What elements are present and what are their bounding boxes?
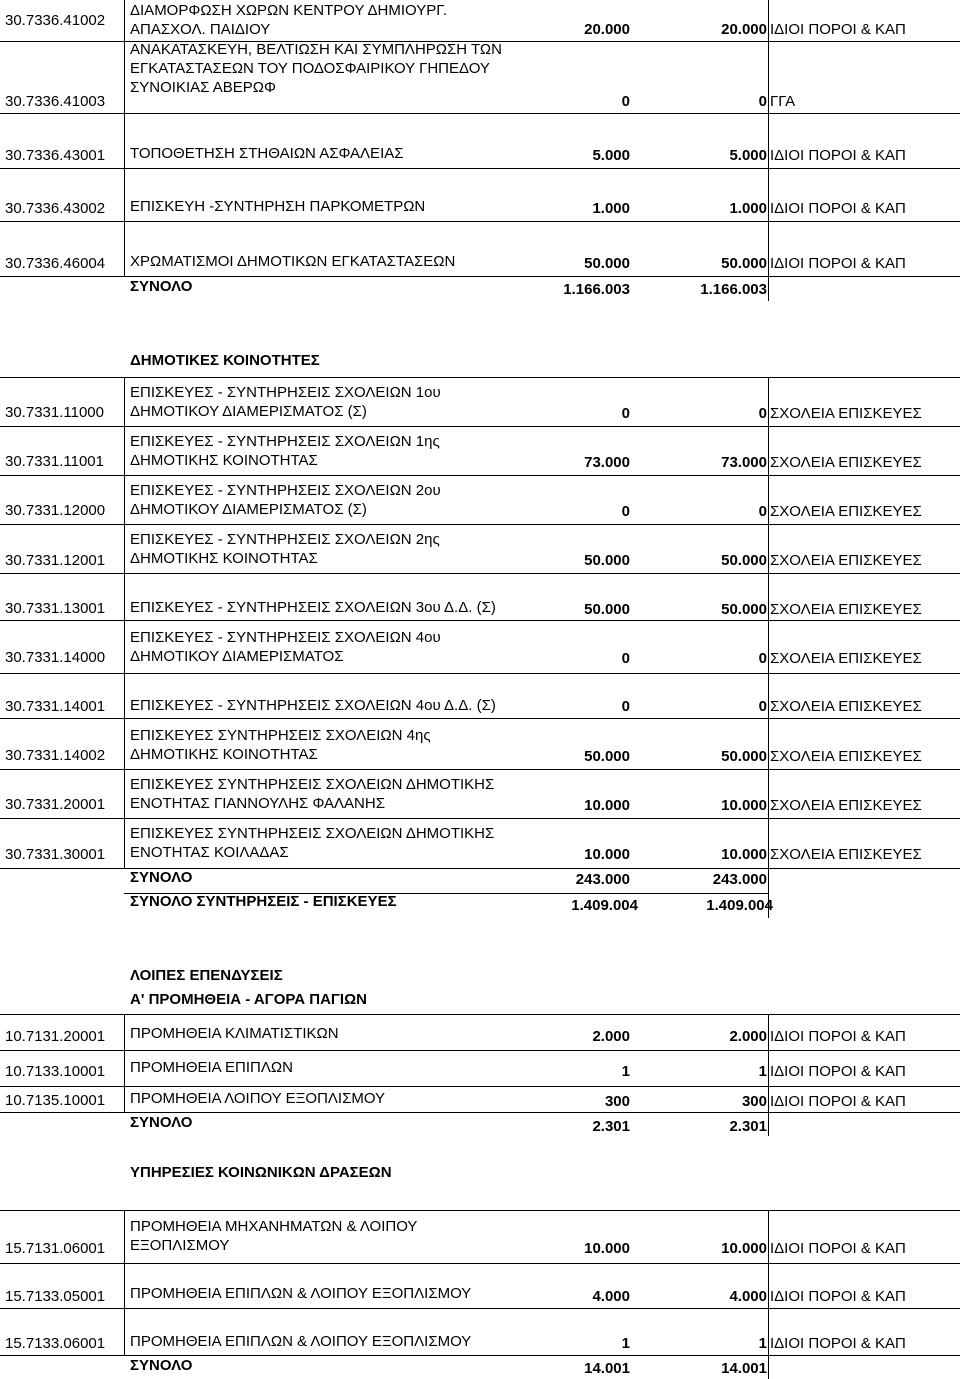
row-divider — [0, 168, 960, 169]
row-divider — [0, 1086, 960, 1087]
row-divider — [0, 1210, 960, 1211]
row-code: 30.7331.12001 — [5, 552, 106, 569]
funding-source: ΣΧΟΛΕΙΑ ΕΠΙΣΚΕΥΕΣ — [770, 846, 922, 863]
row-description: ΠΡΟΜΗΘΕΙΑ ΛΟΙΠΟΥ ΕΞΟΠΛΙΣΜΟΥ — [130, 1090, 386, 1107]
amount-1: 20.000 — [584, 21, 630, 38]
funding-source: ΣΧΟΛΕΙΑ ΕΠΙΣΚΕΥΕΣ — [770, 797, 922, 814]
funding-source: ΙΔΙΟΙ ΠΟΡΟΙ & ΚΑΠ — [770, 1063, 906, 1080]
row-description: ΠΡΟΜΗΘΕΙΑ ΕΠΙΠΛΩΝ — [130, 1059, 293, 1076]
row-divider — [0, 475, 960, 476]
row-description: ΑΝΑΚΑΤΑΣΚΕΥΗ, ΒΕΛΤΙΩΣΗ ΚΑΙ ΣΥΜΠΛΗΡΩΣΗ ΤΩΝ — [130, 41, 502, 58]
amount-2: 0 — [758, 93, 767, 110]
column-divider — [768, 113, 769, 168]
column-divider — [124, 41, 125, 113]
row-description: ΤΟΠΟΘΕΤΗΣΗ ΣΤΗΘΑΙΩΝ ΑΣΦΑΛΕΙΑΣ — [130, 145, 404, 162]
column-divider — [768, 1112, 769, 1136]
total-amount-2: 2.301 — [729, 1118, 767, 1135]
total-amount-1: 2.301 — [592, 1118, 630, 1135]
amount-2: 0 — [758, 503, 767, 520]
row-code: 30.7331.30001 — [5, 846, 106, 863]
total-amount-2: 1.166.003 — [700, 281, 767, 298]
row-description: ΕΝΟΤΗΤΑΣ ΚΟΙΛΑΔΑΣ — [130, 844, 289, 861]
row-description: ΠΡΟΜΗΘΕΙΑ ΕΠΙΠΛΩΝ & ΛΟΙΠΟΥ ΕΞΟΠΛΙΣΜΟΥ — [130, 1333, 472, 1350]
row-description: ΔΗΜΟΤΙΚΟΥ ΔΙΑΜΕΡΙΣΜΑΤΟΣ (Σ) — [130, 403, 367, 420]
row-description: ΔΗΜΟΤΙΚΟΥ ΔΙΑΜΕΡΙΣΜΑΤΟΣ — [130, 648, 344, 665]
funding-source: ΙΔΙΟΙ ΠΟΡΟΙ & ΚΑΠ — [770, 255, 906, 272]
row-divider — [0, 620, 960, 621]
row-divider — [0, 524, 960, 525]
row-code: 30.7336.43002 — [5, 200, 106, 217]
funding-source: ΣΧΟΛΕΙΑ ΕΠΙΣΚΕΥΕΣ — [770, 552, 922, 569]
column-divider — [768, 524, 769, 573]
row-divider — [0, 1263, 960, 1264]
column-divider — [124, 620, 125, 673]
row-code: 30.7336.46004 — [5, 255, 106, 272]
column-divider — [768, 620, 769, 673]
row-divider — [0, 426, 960, 427]
column-divider — [124, 168, 125, 221]
amount-2: 1.000 — [729, 200, 767, 217]
amount-2: 1 — [758, 1063, 767, 1080]
amount-1: 5.000 — [592, 147, 630, 164]
row-divider — [0, 718, 960, 719]
funding-source: ΓΓΑ — [770, 93, 796, 110]
row-code: 15.7131.06001 — [5, 1240, 106, 1257]
row-description: ΧΡΩΜΑΤΙΣΜΟΙ ΔΗΜΟΤΙΚΩΝ ΕΓΚΑΤΑΣΤΑΣΕΩΝ — [130, 253, 456, 270]
row-description: ΔΗΜΟΤΙΚΟΥ ΔΙΑΜΕΡΙΣΜΑΤΟΣ (Σ) — [130, 501, 367, 518]
row-description: ΔΗΜΟΤΙΚΗΣ ΚΟΙΝΟΤΗΤΑΣ — [130, 746, 318, 763]
row-description: ΕΠΙΣΚΕΥΕΣ ΣΥΝΤΗΡΗΣΕΙΣ ΣΧΟΛΕΙΩΝ ΔΗΜΟΤΙΚΗΣ — [130, 776, 495, 793]
column-divider — [768, 1014, 769, 1050]
total-label: ΣΥΝΟΛΟ — [130, 1357, 193, 1374]
column-divider — [124, 524, 125, 573]
column-divider — [124, 718, 125, 769]
amount-1: 50.000 — [584, 748, 630, 765]
row-divider — [0, 1050, 960, 1051]
amount-2: 0 — [758, 650, 767, 667]
row-code: 30.7331.14000 — [5, 649, 106, 666]
row-description: ΕΞΟΠΛΙΣΜΟΥ — [130, 1237, 230, 1254]
funding-source: ΙΔΙΟΙ ΠΟΡΟΙ & ΚΑΠ — [770, 1288, 906, 1305]
amount-1: 0 — [621, 503, 630, 520]
column-divider — [124, 475, 125, 524]
row-description: ΠΡΟΜΗΘΕΙΑ ΕΠΙΠΛΩΝ & ΛΟΙΠΟΥ ΕΞΟΠΛΙΣΜΟΥ — [130, 1285, 472, 1302]
column-divider — [768, 168, 769, 221]
total-label: ΣΥΝΟΛΟ — [130, 1114, 193, 1131]
amount-2: 10.000 — [721, 846, 767, 863]
row-description: ΠΡΟΜΗΘΕΙΑ ΜΗΧΑΝΗΜΑΤΩΝ & ΛΟΙΠΟΥ — [130, 1218, 418, 1235]
column-divider — [124, 673, 125, 718]
funding-source: ΣΧΟΛΕΙΑ ΕΠΙΣΚΕΥΕΣ — [770, 454, 922, 471]
column-divider — [124, 1308, 125, 1355]
column-divider — [768, 818, 769, 868]
grand-total-amount-1: 1.409.004 — [571, 897, 638, 914]
funding-source: ΙΔΙΟΙ ΠΟΡΟΙ & ΚΑΠ — [770, 1335, 906, 1352]
column-divider — [768, 573, 769, 620]
row-code: 30.7336.41003 — [5, 93, 106, 110]
column-divider — [768, 1086, 769, 1112]
amount-2: 50.000 — [721, 601, 767, 618]
column-divider — [768, 1355, 769, 1379]
row-code: 30.7336.41002 — [5, 12, 106, 29]
column-divider — [124, 1086, 125, 1112]
funding-source: ΣΧΟΛΕΙΑ ΕΠΙΣΚΕΥΕΣ — [770, 405, 922, 422]
row-divider — [0, 769, 960, 770]
amount-1: 4.000 — [592, 1288, 630, 1305]
row-description: ΣΥΝΟΙΚΙΑΣ ΑΒΕΡΩΦ — [130, 79, 276, 96]
total-amount-1: 243.000 — [575, 871, 630, 888]
row-code: 30.7331.11000 — [5, 404, 104, 421]
funding-source: ΙΔΙΟΙ ΠΟΡΟΙ & ΚΑΠ — [770, 1028, 906, 1045]
total-label: ΣΥΝΟΛΟ — [130, 869, 193, 886]
amount-1: 2.000 — [592, 1028, 630, 1045]
row-divider — [0, 221, 960, 222]
row-code: 10.7131.20001 — [5, 1028, 106, 1045]
row-divider — [0, 1355, 960, 1356]
column-divider — [124, 0, 125, 41]
row-description: ΕΠΙΣΚΕΥΗ -ΣΥΝΤΗΡΗΣΗ ΠΑΡΚΟΜΕΤΡΩΝ — [130, 198, 426, 215]
amount-1: 0 — [621, 698, 630, 715]
amount-1: 50.000 — [584, 552, 630, 569]
amount-2: 4.000 — [729, 1288, 767, 1305]
row-divider — [0, 1308, 960, 1309]
row-description: ΕΝΟΤΗΤΑΣ ΓΙΑΝΝΟΥΛΗΣ ΦΑΛΑΝΗΣ — [130, 795, 385, 812]
amount-1: 50.000 — [584, 601, 630, 618]
row-divider — [0, 113, 960, 114]
column-divider — [124, 426, 125, 475]
row-code: 30.7331.14001 — [5, 698, 106, 715]
row-description: ΕΠΙΣΚΕΥΕΣ - ΣΥΝΤΗΡΗΣΕΙΣ ΣΧΟΛΕΙΩΝ 1ης — [130, 433, 440, 450]
column-divider — [124, 818, 125, 868]
column-divider — [768, 1050, 769, 1086]
amount-1: 73.000 — [584, 454, 630, 471]
funding-source: ΣΧΟΛΕΙΑ ΕΠΙΣΚΕΥΕΣ — [770, 748, 922, 765]
total-amount-2: 243.000 — [712, 871, 767, 888]
grand-total-amount-2: 1.409.004 — [706, 897, 773, 914]
row-code: 30.7331.13001 — [5, 600, 106, 617]
row-code: 10.7133.10001 — [5, 1063, 106, 1080]
column-divider — [124, 1014, 125, 1050]
column-divider — [768, 221, 769, 276]
column-divider — [768, 377, 769, 426]
subsection-heading: Α' ΠΡΟΜΗΘΕΙΑ - ΑΓΟΡΑ ΠΑΓΙΩΝ — [130, 991, 367, 1008]
row-description: ΕΠΙΣΚΕΥΕΣ - ΣΥΝΤΗΡΗΣΕΙΣ ΣΧΟΛΕΙΩΝ 4ου Δ.Δ. (Σ) — [130, 697, 496, 714]
column-divider — [768, 769, 769, 818]
amount-2: 2.000 — [729, 1028, 767, 1045]
amount-1: 300 — [604, 1093, 630, 1110]
amount-2: 73.000 — [721, 454, 767, 471]
column-divider — [768, 1308, 769, 1355]
row-code: 30.7336.43001 — [5, 147, 106, 164]
total-amount-1: 1.166.003 — [563, 281, 630, 298]
row-description: ΔΗΜΟΤΙΚΗΣ ΚΟΙΝΟΤΗΤΑΣ — [130, 452, 318, 469]
amount-1: 10.000 — [584, 797, 630, 814]
row-description: ΕΠΙΣΚΕΥΕΣ ΣΥΝΤΗΡΗΣΕΙΣ ΣΧΟΛΕΙΩΝ 4ης — [130, 727, 431, 744]
row-description: ΕΠΙΣΚΕΥΕΣ - ΣΥΝΤΗΡΗΣΕΙΣ ΣΧΟΛΕΙΩΝ 3ου Δ.Δ. (Σ) — [130, 599, 496, 616]
funding-source: ΙΔΙΟΙ ΠΟΡΟΙ & ΚΑΠ — [770, 21, 906, 38]
column-divider — [768, 1263, 769, 1308]
row-description: ΕΠΙΣΚΕΥΕΣ - ΣΥΝΤΗΡΗΣΕΙΣ ΣΧΟΛΕΙΩΝ 1ου — [130, 384, 441, 401]
amount-2: 1 — [758, 1335, 767, 1352]
amount-1: 0 — [621, 650, 630, 667]
column-divider — [768, 673, 769, 718]
column-divider — [124, 769, 125, 818]
row-description: ΠΡΟΜΗΘΕΙΑ ΚΛΙΜΑΤΙΣΤΙΚΩΝ — [130, 1025, 339, 1042]
row-description: ΔΙΑΜΟΡΦΩΣΗ ΧΩΡΩΝ ΚΕΝΤΡΟΥ ΔΗΜΙΟΥΡΓ. — [130, 2, 448, 19]
section-heading: ΥΠΗΡΕΣΙΕΣ ΚΟΙΝΩΝΙΚΩΝ ΔΡΑΣΕΩΝ — [130, 1164, 392, 1181]
amount-2: 50.000 — [721, 748, 767, 765]
row-description: ΕΠΙΣΚΕΥΕΣ ΣΥΝΤΗΡΗΣΕΙΣ ΣΧΟΛΕΙΩΝ ΔΗΜΟΤΙΚΗΣ — [130, 825, 495, 842]
funding-source: ΙΔΙΟΙ ΠΟΡΟΙ & ΚΑΠ — [770, 1240, 906, 1257]
column-divider — [124, 377, 125, 426]
amount-2: 0 — [758, 405, 767, 422]
column-divider — [124, 221, 125, 276]
grand-total-label: ΣΥΝΟΛΟ ΣΥΝΤΗΡΗΣΕΙΣ - ΕΠΙΣΚΕΥΕΣ — [130, 893, 397, 910]
row-description: ΕΠΙΣΚΕΥΕΣ - ΣΥΝΤΗΡΗΣΕΙΣ ΣΧΟΛΕΙΩΝ 2ης — [130, 531, 440, 548]
total-amount-1: 14.001 — [584, 1360, 630, 1377]
column-divider — [124, 1050, 125, 1086]
row-code: 30.7331.20001 — [5, 796, 106, 813]
row-divider — [0, 1112, 960, 1113]
row-description: ΔΗΜΟΤΙΚΗΣ ΚΟΙΝΟΤΗΤΑΣ — [130, 550, 318, 567]
amount-1: 50.000 — [584, 255, 630, 272]
column-divider — [768, 426, 769, 475]
amount-1: 0 — [621, 405, 630, 422]
amount-1: 10.000 — [584, 846, 630, 863]
amount-2: 10.000 — [721, 797, 767, 814]
section-heading: ΔΗΜΟΤΙΚΕΣ ΚΟΙΝΟΤΗΤΕΣ — [130, 352, 320, 369]
total-amount-2: 14.001 — [721, 1360, 767, 1377]
row-code: 30.7331.11001 — [5, 453, 104, 470]
section-heading: ΛΟΙΠΕΣ ΕΠΕΝΔΥΣΕΙΣ — [130, 967, 283, 984]
funding-source: ΙΔΙΟΙ ΠΟΡΟΙ & ΚΑΠ — [770, 1093, 906, 1110]
row-description: ΑΠΑΣΧΟΛ. ΠΑΙΔΙΟΥ — [130, 21, 271, 38]
column-divider — [768, 276, 769, 301]
row-divider — [0, 573, 960, 574]
funding-source: ΣΧΟΛΕΙΑ ΕΠΙΣΚΕΥΕΣ — [770, 650, 922, 667]
amount-2: 10.000 — [721, 1240, 767, 1257]
amount-1: 0 — [621, 93, 630, 110]
funding-source: ΣΧΟΛΕΙΑ ΕΠΙΣΚΕΥΕΣ — [770, 503, 922, 520]
funding-source: ΙΔΙΟΙ ΠΟΡΟΙ & ΚΑΠ — [770, 147, 906, 164]
amount-2: 5.000 — [729, 147, 767, 164]
amount-2: 50.000 — [721, 552, 767, 569]
row-divider — [0, 1014, 960, 1015]
funding-source: ΣΧΟΛΕΙΑ ΕΠΙΣΚΕΥΕΣ — [770, 601, 922, 618]
column-divider — [768, 0, 769, 41]
row-code: 10.7135.10001 — [5, 1092, 106, 1109]
row-description: ΕΓΚΑΤΑΣΤΑΣΕΩΝ ΤΟΥ ΠΟΔΟΣΦΑΙΡΙΚΟΥ ΓΗΠΕΔΟΥ — [130, 60, 490, 77]
row-divider — [0, 276, 960, 277]
amount-1: 1.000 — [592, 200, 630, 217]
column-divider — [124, 573, 125, 620]
row-divider — [0, 673, 960, 674]
row-code: 15.7133.06001 — [5, 1335, 106, 1352]
row-description: ΕΠΙΣΚΕΥΕΣ - ΣΥΝΤΗΡΗΣΕΙΣ ΣΧΟΛΕΙΩΝ 4ου — [130, 629, 441, 646]
row-divider — [0, 818, 960, 819]
amount-2: 20.000 — [721, 21, 767, 38]
column-divider — [124, 113, 125, 168]
row-description: ΕΠΙΣΚΕΥΕΣ - ΣΥΝΤΗΡΗΣΕΙΣ ΣΧΟΛΕΙΩΝ 2ου — [130, 482, 441, 499]
amount-2: 0 — [758, 698, 767, 715]
column-divider — [768, 868, 769, 893]
total-label: ΣΥΝΟΛΟ — [130, 278, 193, 295]
amount-2: 50.000 — [721, 255, 767, 272]
column-divider — [124, 1210, 125, 1263]
amount-1: 1 — [621, 1335, 630, 1352]
column-divider — [768, 718, 769, 769]
column-divider — [768, 1210, 769, 1263]
row-code: 30.7331.12000 — [5, 502, 106, 519]
row-code: 30.7331.14002 — [5, 747, 106, 764]
row-code: 15.7133.05001 — [5, 1288, 106, 1305]
amount-1: 10.000 — [584, 1240, 630, 1257]
column-divider — [768, 41, 769, 113]
row-divider — [0, 377, 960, 378]
column-divider — [768, 475, 769, 524]
funding-source: ΙΔΙΟΙ ΠΟΡΟΙ & ΚΑΠ — [770, 200, 906, 217]
amount-2: 300 — [741, 1093, 767, 1110]
funding-source: ΣΧΟΛΕΙΑ ΕΠΙΣΚΕΥΕΣ — [770, 698, 922, 715]
amount-1: 1 — [621, 1063, 630, 1080]
column-divider — [124, 1263, 125, 1308]
